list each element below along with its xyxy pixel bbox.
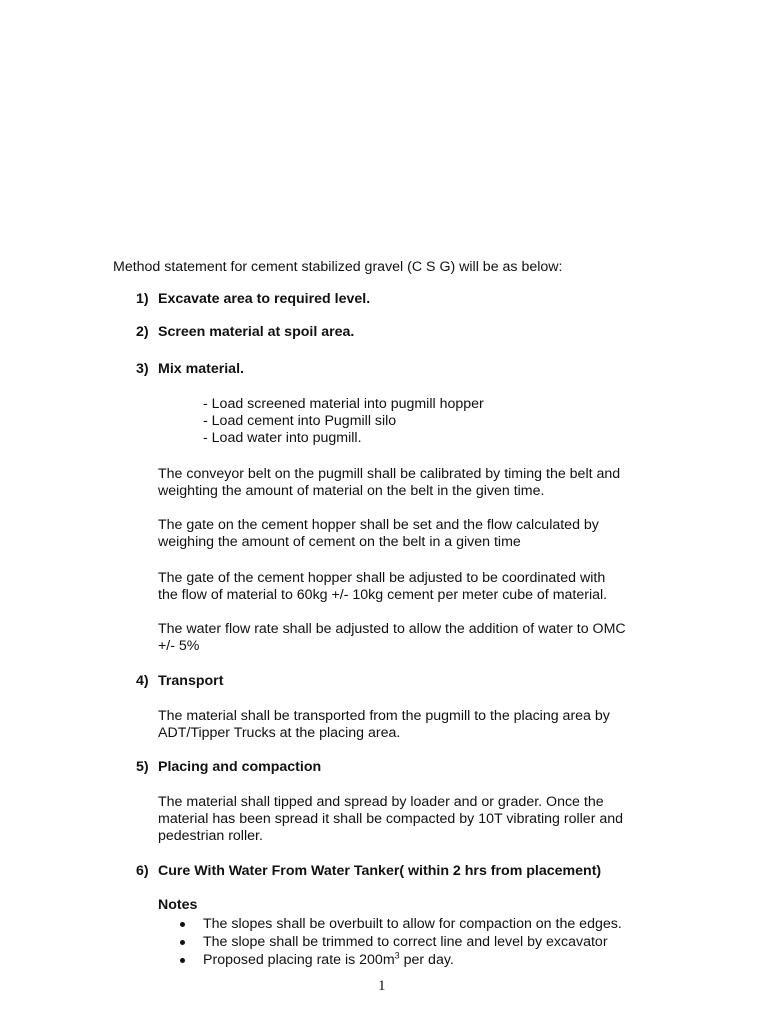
step-2-title: Screen material at spoil area. — [158, 324, 355, 340]
placing-paragraph-line: pedestrian roller. — [158, 828, 263, 844]
transport-paragraph-line: The material shall be transported from the pugmill to the placing area by — [158, 708, 610, 724]
notes-bullet-item: The slope shall be trimmed to correct line and level by excavator — [203, 934, 608, 950]
rate-text-suffix: per day. — [399, 952, 454, 968]
step-3-number: 3) — [136, 361, 149, 377]
transport-paragraph-line: ADT/Tipper Trucks at the placing area. — [158, 725, 401, 741]
step-5-title: Placing and compaction — [158, 759, 322, 775]
mix-subitem: - Load screened material into pugmill hopper — [203, 396, 484, 412]
bullet-icon — [180, 958, 185, 963]
step-4-number: 4) — [136, 673, 149, 689]
step-4-title: Transport — [158, 673, 224, 689]
notes-heading: Notes — [158, 897, 198, 913]
mix-paragraph-line: The conveyor belt on the pugmill shall be calibrated by timing the belt and — [158, 466, 621, 482]
step-6-title: Cure With Water From Water Tanker( within 2 hrs from placement) — [158, 863, 602, 879]
notes-bullet-item: The slopes shall be overbuilt to allow for compaction on the edges. — [203, 916, 622, 932]
intro-text: Method statement for cement stabilized gravel (C S G) will be as below: — [113, 259, 563, 275]
rate-superscript: 3 — [394, 950, 400, 961]
step-1-number: 1) — [136, 291, 149, 307]
bullet-icon — [180, 940, 185, 945]
rate-text: Proposed placing rate is 200m — [203, 952, 395, 968]
step-5-number: 5) — [136, 759, 149, 775]
mix-paragraph-line: the flow of material to 60kg +/- 10kg cement per meter cube of material. — [158, 587, 608, 603]
notes-bullet-item-rate — [203, 952, 454, 969]
bullet-icon — [180, 922, 185, 927]
mix-paragraph-line: weighing the amount of cement on the belt in a given time — [158, 534, 521, 550]
step-6-number: 6) — [136, 863, 149, 879]
mix-subitem: - Load cement into Pugmill silo — [203, 413, 397, 429]
placing-paragraph-line: The material shall tipped and spread by loader and or grader. Once the — [158, 794, 604, 810]
mix-paragraph-line: The gate on the cement hopper shall be set and the flow calculated by — [158, 517, 599, 533]
page-number: 1 — [378, 978, 386, 994]
step-1-title: Excavate area to required level. — [158, 291, 371, 307]
step-3-title: Mix material. — [158, 361, 244, 377]
mix-paragraph-line: weighting the amount of material on the belt in the given time. — [158, 483, 545, 499]
mix-subitem: - Load water into pugmill. — [203, 430, 362, 446]
placing-paragraph-line: material has been spread it shall be compacted by 10T vibrating roller and — [158, 811, 624, 827]
mix-paragraph-line: +/- 5% — [158, 638, 200, 654]
step-2-number: 2) — [136, 324, 149, 340]
mix-paragraph-line: The gate of the cement hopper shall be adjusted to be coordinated with — [158, 570, 606, 586]
mix-paragraph-line: The water flow rate shall be adjusted to allow the addition of water to OMC — [158, 621, 626, 637]
